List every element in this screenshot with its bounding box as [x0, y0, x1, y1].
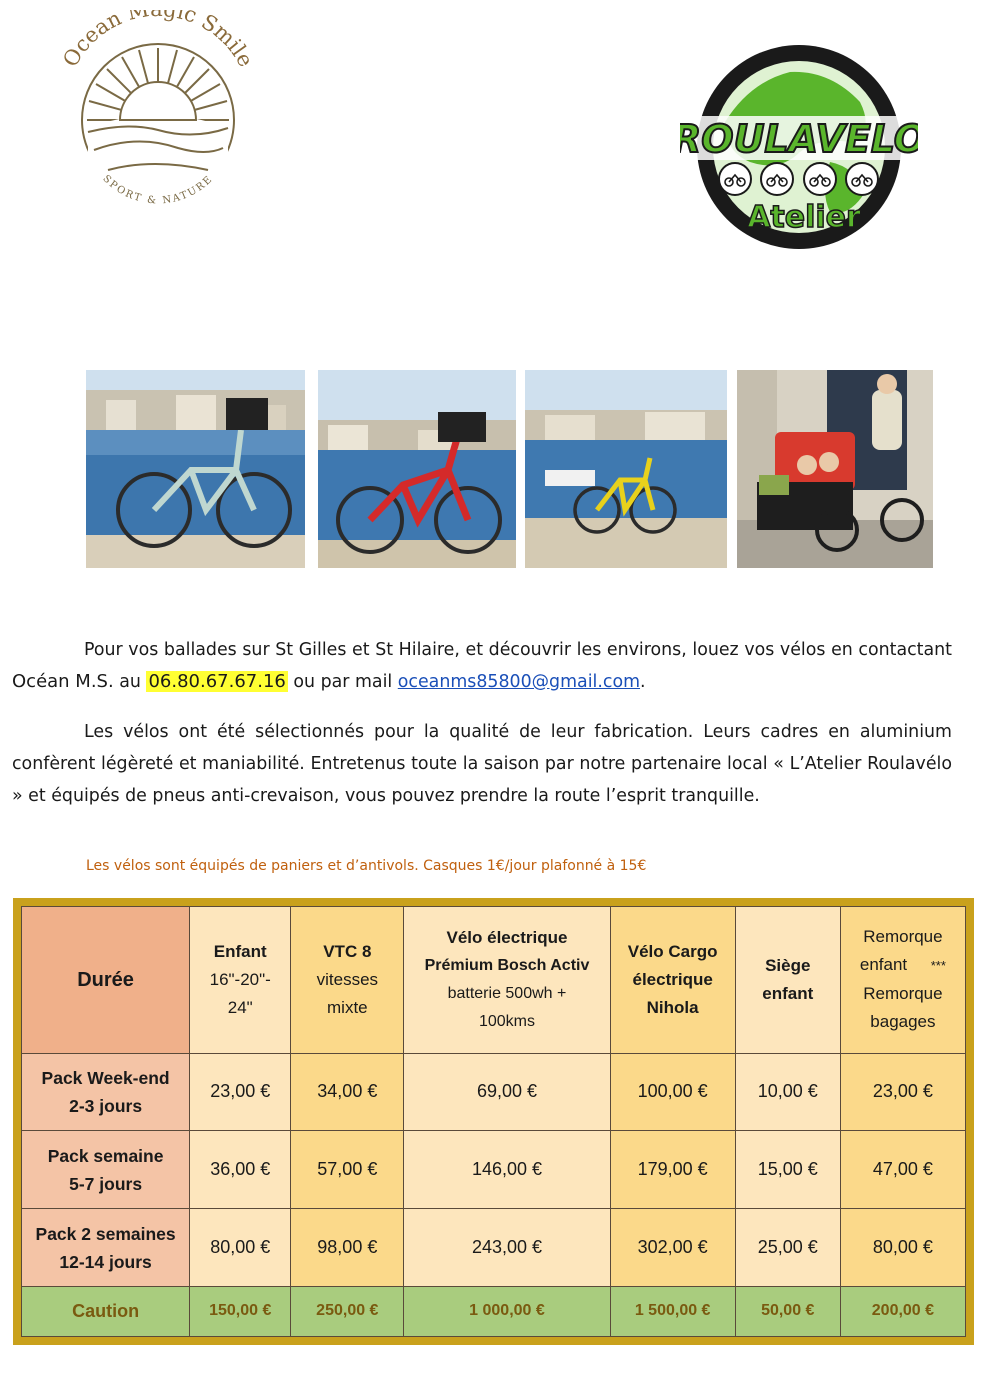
col-sub: enfant — [762, 983, 814, 1003]
col-sub: batterie 500wh + — [447, 984, 567, 1002]
row-header — [22, 1131, 190, 1209]
price-cell: 57,00 € — [291, 1131, 404, 1209]
email-link[interactable]: oceanms85800@gmail.com — [397, 672, 641, 692]
price-cell: 100,00 € — [610, 1053, 735, 1130]
col-sub: mixte — [327, 997, 368, 1017]
row-sub: 12-14 jours — [59, 1251, 152, 1272]
price-cell: 25,00 € — [735, 1209, 840, 1286]
logo-atelier-text: Atelier — [747, 200, 861, 235]
col-sub: vitesses — [316, 969, 379, 989]
price-table — [13, 898, 974, 1345]
col-sub: bagages — [870, 1012, 936, 1032]
row-name: Pack Week-end — [41, 1067, 170, 1088]
price-cell: 98,00 € — [291, 1209, 404, 1286]
price-cell: 179,00 € — [610, 1131, 735, 1209]
table-row — [22, 1053, 966, 1130]
price-cell: 23,00 € — [840, 1053, 965, 1130]
row-sub: 2-3 jours — [69, 1095, 143, 1116]
col-sub: Remorque — [863, 984, 943, 1004]
price-cell: 47,00 € — [840, 1131, 965, 1209]
col-sub: électrique — [632, 969, 713, 989]
intro-text-3: ou par mail — [287, 672, 398, 692]
col-header-vtc — [291, 907, 404, 1054]
intro-paragraph — [12, 634, 952, 698]
price-cell: 302,00 € — [610, 1209, 735, 1286]
col-sub: Nihola — [646, 997, 699, 1017]
col-label: Vélo électrique — [446, 927, 568, 947]
col-sub: 16"-20"- — [209, 969, 271, 989]
col-label: Vélo Cargo — [627, 941, 718, 961]
row-name: Pack 2 semaines — [35, 1223, 176, 1244]
table-header-row — [22, 907, 966, 1054]
cargo-bike-photo — [737, 370, 933, 568]
ocean-magic-smile-logo — [58, 10, 258, 220]
table-row — [22, 1131, 966, 1209]
child-bike-photo — [525, 370, 727, 568]
col-label: Siège — [765, 955, 811, 975]
description-text: Les vélos ont été sélectionnés pour la qualité de leur fabrication. Leurs cadres en aluminium confèrent légèreté et maniabilité. Entretenus toute la saison par notre partenaire local « L’Atelier Roulavélo » et équipés de pneus anti-crevaison, vous pouvez prendre la route l’esprit tranquille. — [12, 722, 952, 806]
caution-cell: 200,00 € — [840, 1286, 965, 1336]
city-bike-photo — [86, 370, 305, 568]
col-sub: 100kms — [478, 1012, 535, 1030]
roulavelo-atelier-logo — [680, 42, 918, 252]
col-header-velo-cargo — [610, 907, 735, 1054]
col-header-remorque — [840, 907, 965, 1054]
logo-roulavelo-name: ROULAVELO — [680, 117, 918, 161]
electric-bike-photo — [318, 370, 516, 568]
price-cell: 15,00 € — [735, 1131, 840, 1209]
logo-tagline: SPORT & NATURE — [100, 173, 216, 207]
intro-text-4: . — [640, 672, 646, 692]
price-cell: 10,00 € — [735, 1053, 840, 1130]
price-cell: 36,00 € — [190, 1131, 291, 1209]
col-label: Remorque — [863, 927, 943, 947]
col-sub: Prémium Bosch Activ — [424, 956, 590, 974]
intro-text-1: Pour vos ballades sur St Gilles et St Hilaire, et découvrir les environs, louez vos vélos en contactant — [84, 640, 952, 660]
col-sub-mark: *** — [930, 958, 946, 974]
caution-cell: 150,00 € — [190, 1286, 291, 1336]
row-header — [22, 1053, 190, 1130]
caution-cell: 1 500,00 € — [610, 1286, 735, 1336]
col-label: Enfant — [213, 941, 267, 961]
col-label: VTC 8 — [323, 941, 372, 961]
row-sub: 5-7 jours — [69, 1173, 143, 1194]
table-row — [22, 1209, 966, 1286]
company-name: Océan M.S. — [12, 671, 114, 692]
equipment-note: Les vélos sont équipés de paniers et d’antivols. Casques 1€/jour plafonné à 15€ — [86, 858, 647, 874]
col-sub: 24" — [227, 997, 253, 1017]
col-header-enfant — [190, 907, 291, 1054]
caution-label: Caution — [22, 1286, 190, 1336]
price-cell: 34,00 € — [291, 1053, 404, 1130]
price-cell: 69,00 € — [404, 1053, 610, 1130]
price-cell: 146,00 € — [404, 1131, 610, 1209]
phone-number[interactable]: 06.80.67.67.16 — [148, 671, 286, 692]
col-header-siege-enfant — [735, 907, 840, 1054]
row-name: Pack semaine — [47, 1145, 164, 1166]
col-sub — [845, 951, 961, 980]
col-sub-text: enfant — [859, 955, 908, 975]
duration-header: Durée — [22, 907, 190, 1054]
price-cell: 23,00 € — [190, 1053, 291, 1130]
price-cell: 80,00 € — [190, 1209, 291, 1286]
intro-text-2: au — [113, 672, 147, 692]
logo-name: Ocean M ic Smile — [58, 10, 258, 71]
col-header-velo-electrique — [404, 907, 610, 1054]
caution-row — [22, 1286, 966, 1336]
caution-cell: 50,00 € — [735, 1286, 840, 1336]
caution-cell: 1 000,00 € — [404, 1286, 610, 1336]
row-header — [22, 1209, 190, 1286]
price-cell: 80,00 € — [840, 1209, 965, 1286]
price-cell: 243,00 € — [404, 1209, 610, 1286]
description-paragraph — [12, 716, 952, 812]
caution-cell: 250,00 € — [291, 1286, 404, 1336]
